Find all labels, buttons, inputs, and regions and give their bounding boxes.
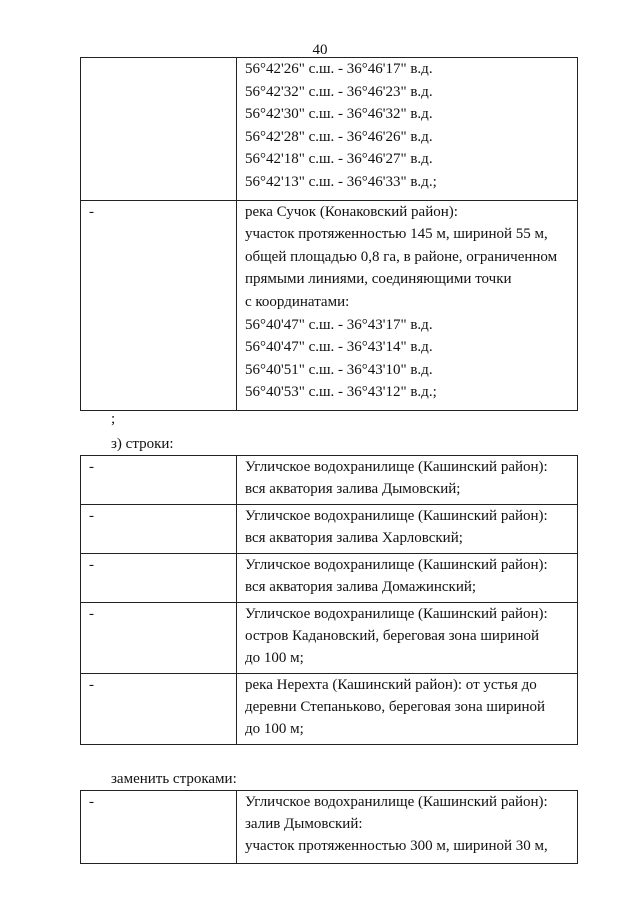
text-line: до 100 м; xyxy=(245,721,304,737)
text-line: с координатами: xyxy=(245,293,350,310)
row-marker: - xyxy=(89,677,94,693)
table-row xyxy=(81,200,578,410)
marker-cell xyxy=(81,603,237,674)
content-cell xyxy=(237,505,578,554)
text-line: вся акватория залива Домажинский; xyxy=(245,579,477,595)
marker-cell xyxy=(81,505,237,554)
text-line: деревни Степаньково, береговая зона шириной xyxy=(245,699,546,715)
marker-cell xyxy=(81,58,237,201)
replace-with-heading: заменить строками: xyxy=(111,771,237,787)
table-row xyxy=(81,505,578,554)
text-line: прямыми линиями, соединяющими точки xyxy=(245,271,512,288)
row-marker: - xyxy=(89,459,94,475)
content-cell xyxy=(237,456,578,505)
text-line: 56°42'28" с.ш. - 36°46'26" в.д. xyxy=(245,128,433,145)
content-cell xyxy=(237,554,578,603)
text-line: Угличское водохранилище (Кашинский район): xyxy=(245,557,548,573)
text-line: Угличское водохранилище (Кашинский район): xyxy=(245,459,548,475)
table-row xyxy=(81,456,578,505)
content-cell xyxy=(237,603,578,674)
content-cell xyxy=(237,200,578,410)
table-row xyxy=(81,554,578,603)
text-line: Угличское водохранилище (Кашинский район): xyxy=(245,606,548,622)
text-line: 56°42'32" с.ш. - 36°46'23" в.д. xyxy=(245,83,433,100)
text-line: 56°40'53" с.ш. - 36°43'12" в.д.; xyxy=(245,384,437,401)
text-line: вся акватория залива Харловский; xyxy=(245,530,463,546)
page-number: 40 xyxy=(312,42,328,58)
table-row xyxy=(81,603,578,674)
text-line: 56°40'51" с.ш. - 36°43'10" в.д. xyxy=(245,361,433,378)
row-marker: - xyxy=(89,606,94,622)
text-line: залив Дымовский: xyxy=(245,816,363,832)
text-line: вся акватория залива Дымовский; xyxy=(245,481,461,497)
text-line: до 100 м; xyxy=(245,650,304,666)
text-line: 56°40'47" с.ш. - 36°43'14" в.д. xyxy=(245,339,433,356)
table-row xyxy=(81,674,578,745)
row-marker: - xyxy=(89,203,94,220)
content-cell xyxy=(237,58,578,201)
row-marker: - xyxy=(89,557,94,573)
new-rows-table xyxy=(80,790,578,864)
semicolon-text: ; xyxy=(111,411,116,427)
row-marker: - xyxy=(89,794,94,810)
text-line: участок протяженностью 145 м, шириной 55 м, xyxy=(245,226,548,243)
marker-cell xyxy=(81,554,237,603)
text-line: общей площадью 0,8 га, в районе, ограниченном xyxy=(245,248,558,265)
text-line: 56°42'30" с.ш. - 36°46'32" в.д. xyxy=(245,106,433,123)
text-line: Угличское водохранилище (Кашинский район): xyxy=(245,508,548,524)
text-line: река Нерехта (Кашинский район): от устья до xyxy=(245,677,537,693)
marker-cell xyxy=(81,456,237,505)
text-line: 56°40'47" с.ш. - 36°43'17" в.д. xyxy=(245,316,433,333)
table-row xyxy=(81,791,578,864)
text-line: участок протяженностью 300 м, шириной 30 м, xyxy=(245,838,548,854)
content-cell xyxy=(237,674,578,745)
content-cell xyxy=(237,791,578,864)
text-line: остров Кадановский, береговая зона шириной xyxy=(245,628,540,644)
old-rows-table xyxy=(80,455,578,745)
text-line: 56°42'26" с.ш. - 36°46'17" в.д. xyxy=(245,61,433,77)
coordinates-table xyxy=(80,57,578,411)
row-marker: - xyxy=(89,508,94,524)
marker-cell xyxy=(81,200,237,410)
text-line: Угличское водохранилище (Кашинский район): xyxy=(245,794,548,810)
section-z-heading: з) строки: xyxy=(111,436,174,452)
marker-cell xyxy=(81,791,237,864)
text-line: река Сучок (Конаковский район): xyxy=(245,203,458,220)
marker-cell xyxy=(81,674,237,745)
table-row xyxy=(81,58,578,201)
text-line: 56°42'13" с.ш. - 36°46'33" в.д.; xyxy=(245,173,437,190)
text-line: 56°42'18" с.ш. - 36°46'27" в.д. xyxy=(245,151,433,168)
